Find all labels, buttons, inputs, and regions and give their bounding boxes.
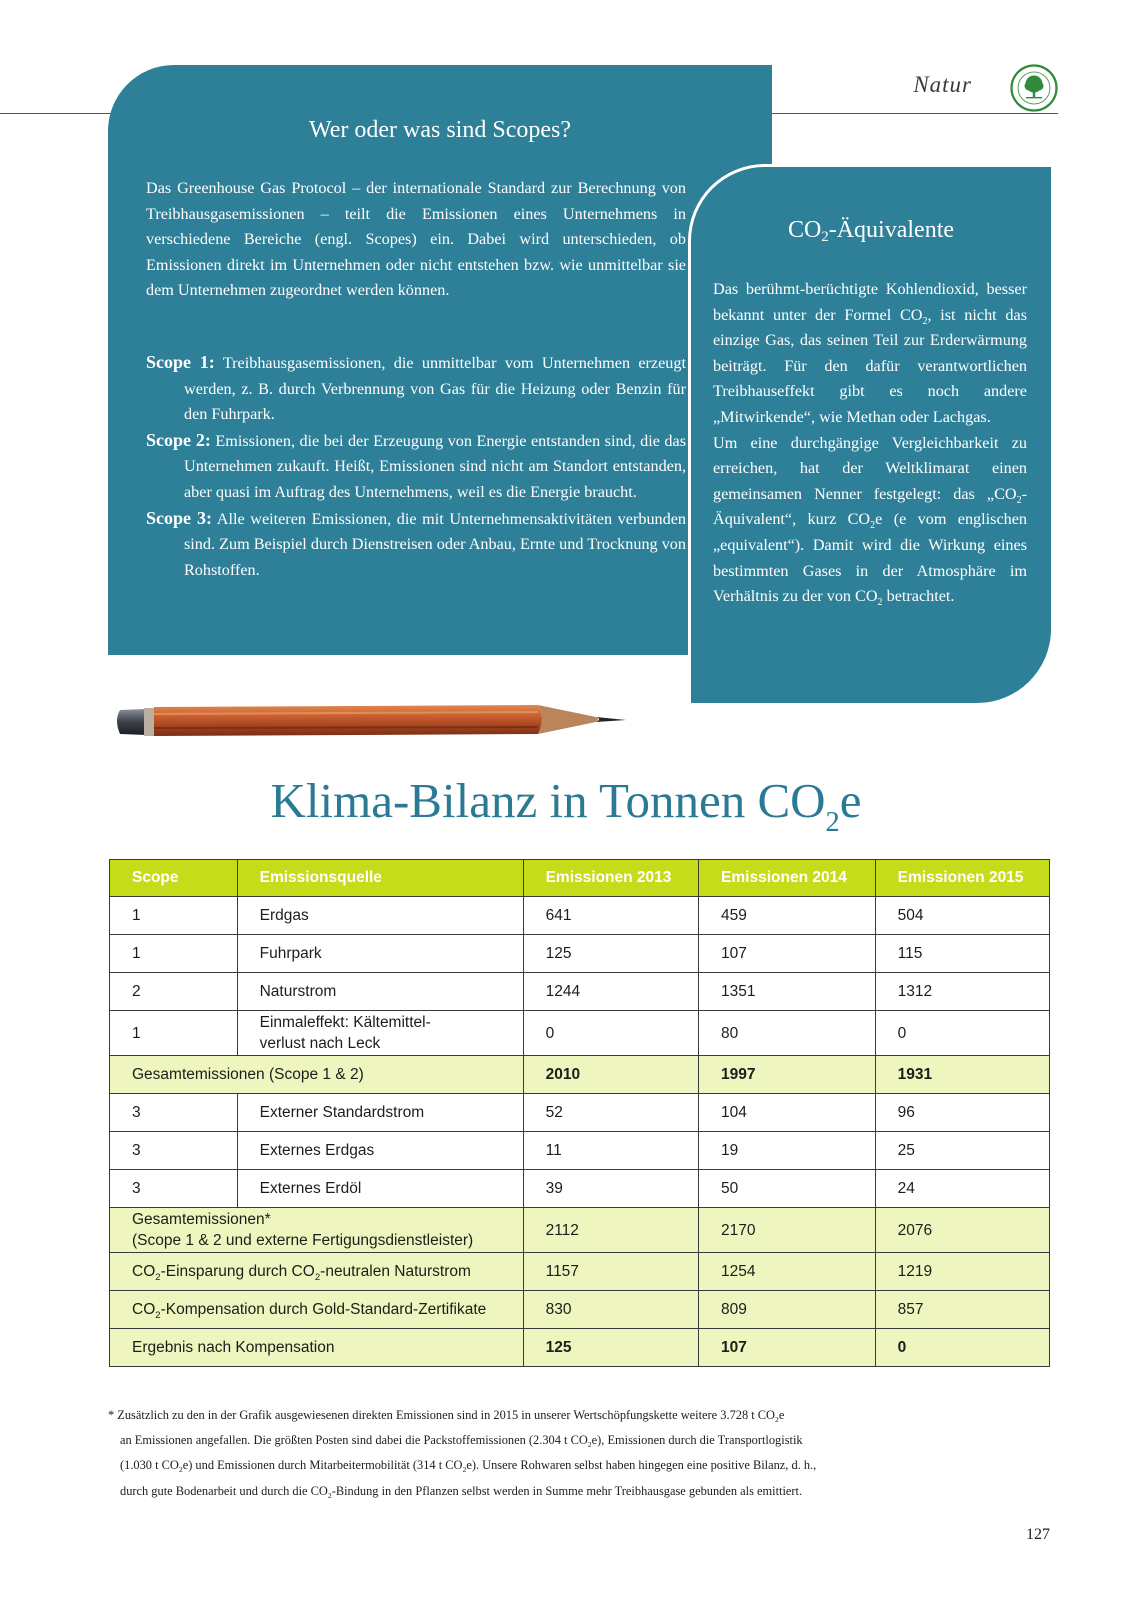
table-row-subtotal — [110, 1056, 1050, 1094]
table-header-row — [110, 860, 1050, 897]
section-label: Natur — [913, 72, 972, 97]
cell-source: Externes Erdöl — [237, 1170, 523, 1208]
cell-source: Fuhrpark — [237, 935, 523, 973]
footnote-line: an Emissionen angefallen. Die größten Posten sind dabei die Packstoffemissionen (2.304 t $CO_2e$), Emissionen durch die Transportlogistik — [120, 1433, 803, 1450]
cell-2015: 1931 — [875, 1056, 1049, 1094]
table-row-savings — [110, 1253, 1050, 1291]
scope-item-1 — [146, 350, 686, 428]
co2-equivalents-box — [691, 167, 1051, 703]
footnote-line: * Zusätzlich zu den in der Grafik ausgewiesenen direkten Emissionen sind in 2015 in unserer Wertschöpfungskette weitere 3.728 t $CO_2e$ — [108, 1408, 785, 1424]
cell-2014: 459 — [699, 897, 876, 935]
scopes-info-box — [108, 65, 772, 655]
cell-2014: 1254 — [699, 1253, 876, 1291]
cell-source: Naturstrom — [237, 973, 523, 1011]
cell-source: Externes Erdgas — [237, 1132, 523, 1170]
cell-2013: 830 — [523, 1291, 698, 1329]
cell-2013: 11 — [523, 1132, 698, 1170]
pencil-illustration-icon — [108, 698, 640, 754]
table-row — [110, 1011, 1050, 1056]
cell-2014: 1351 — [699, 973, 876, 1011]
cell-scope: 3 — [110, 1132, 238, 1170]
main-title: Klima-Bilanz in Tonnen $CO_2e$ — [270, 773, 862, 838]
cell-source: Einmaleffekt: Kältemittel- verlust nach Leck — [237, 1011, 523, 1056]
cell-2015: 1312 — [875, 973, 1049, 1011]
cell-2015: 504 — [875, 897, 1049, 935]
cell-label: $CO_2$-Einsparung durch $CO_2$-neutralen Naturstrom — [110, 1253, 524, 1291]
cell-2013: 52 — [523, 1094, 698, 1132]
scope-label: Scope 3: — [146, 507, 213, 528]
table-row — [110, 1132, 1050, 1170]
footnote-line: (1.030 t $CO_2e$) und Emissionen durch Mitarbeitermobilität (314 t $CO_2e$). Unsere Rohwaren selbst haben hingegen eine positive Bilanz, d. h., — [120, 1458, 817, 1475]
cell-source: Externer Standardstrom — [237, 1094, 523, 1132]
cell-2015: 24 — [875, 1170, 1049, 1208]
cell-2015: 0 — [875, 1329, 1049, 1367]
cell-scope: 2 — [110, 973, 238, 1011]
scope-text: Treibhausgasemissionen, die unmittelbar vom Unternehmen erzeugt werden, z. B. durch Verbrennung von Gas für die Heizung oder Benzin für den Fuhrpark. — [184, 354, 686, 424]
scope-label: Scope 2: — [146, 429, 211, 450]
cell-2013: 125 — [523, 1329, 698, 1367]
cell-scope: 3 — [110, 1170, 238, 1208]
cell-2015: 0 — [875, 1011, 1049, 1056]
cell-scope: 1 — [110, 897, 238, 935]
cell-2015: 96 — [875, 1094, 1049, 1132]
table-row — [110, 1094, 1050, 1132]
cell-2015: 115 — [875, 935, 1049, 973]
cell-2014: 1997 — [699, 1056, 876, 1094]
cell-2015: 857 — [875, 1291, 1049, 1329]
co2-box-title: $CO_2$-Äquivalente — [787, 217, 955, 245]
page-number: 127 — [1026, 1526, 1050, 1543]
footnote-line: durch gute Bodenarbeit und durch die $CO_2$-Bindung in den Pflanzen selbst werden in Summe mehr Treibhausgase gebunden als emittiert. — [120, 1483, 803, 1500]
cell-2014: 104 — [699, 1094, 876, 1132]
scope-label: Scope 1: — [146, 352, 215, 372]
cell-2013: 39 — [523, 1170, 698, 1208]
cell-2014: 107 — [699, 935, 876, 973]
cell-2014: 80 — [699, 1011, 876, 1056]
table-row-compensation — [110, 1291, 1050, 1329]
col-header-2015: Emissionen 2015 — [875, 860, 1049, 897]
emissions-table — [109, 859, 1050, 1367]
table-row — [110, 973, 1050, 1011]
table-row-result — [110, 1329, 1050, 1367]
cell-label: $CO_2$-Kompensation durch Gold-Standard-Zertifikate — [110, 1291, 524, 1329]
col-header-2014: Emissionen 2014 — [699, 860, 876, 897]
cell-2014: 809 — [699, 1291, 876, 1329]
cell-2013: 2112 — [523, 1208, 698, 1253]
cell-2015: 25 — [875, 1132, 1049, 1170]
scope-list — [146, 350, 686, 583]
cell-label: Ergebnis nach Kompensation — [110, 1329, 524, 1367]
scope-item-3 — [146, 506, 686, 584]
cell-2014: 107 — [699, 1329, 876, 1367]
cell-2013: 1157 — [523, 1253, 698, 1291]
cell-2013: 125 — [523, 935, 698, 973]
col-header-source: Emissionsquelle — [237, 860, 523, 897]
col-header-scope: Scope — [110, 860, 238, 897]
table-row — [110, 1170, 1050, 1208]
scope-text: Alle weiteren Emissionen, die mit Unternehmensaktivitäten verbunden sind. Zum Beispiel durch Dienstreisen oder Anbau, Ernte und Trocknung von Rohstoffen. — [184, 509, 686, 579]
cell-2013: 1244 — [523, 973, 698, 1011]
cell-scope: 1 — [110, 935, 238, 973]
cell-source: Erdgas — [237, 897, 523, 935]
cell-2014: 50 — [699, 1170, 876, 1208]
cell-2013: 641 — [523, 897, 698, 935]
cell-2015: 2076 — [875, 1208, 1049, 1253]
cell-label: Gesamtemissionen (Scope 1 & 2) — [110, 1056, 524, 1094]
table-row — [110, 897, 1050, 935]
cell-2014: 2170 — [699, 1208, 876, 1253]
cell-label: Gesamtemissionen* (Scope 1 & 2 und externe Fertigungsdienstleister) — [110, 1208, 524, 1253]
co2-box-body: Das berühmt-berüchtigte Kohlendioxid, besser bekannt unter der Formel $CO_2$, ist nicht das einzige Gas, das seinen Teil zur Erderwärmung beiträgt. Für den dafür verantwortlichen Treibhauseffekt gibt es noch andere „Mitwirkende“, wie Methan oder Lachgas. Um eine durchgängige Vergleichbarkeit zu erreichen, hat der Weltklimarat einen gemeinsamen Nenner festgelegt: das $„CO_2-Äquivalent“$, kurz $CO_2e$ (e vom englischen „equivalent“). Damit wird die Wirkung eines bestimmten Gases in der Atmosphäre im Verhältnis zu der von $CO_2$ betrachtet. — [713, 280, 1027, 609]
col-header-2013: Emissionen 2013 — [523, 860, 698, 897]
footnote — [108, 1403, 1048, 1504]
scope-item-2 — [146, 428, 686, 506]
cell-2013: 0 — [523, 1011, 698, 1056]
cell-scope: 3 — [110, 1094, 238, 1132]
cell-2014: 19 — [699, 1132, 876, 1170]
scope-text: Emissionen, die bei der Erzeugung von Energie entstanden sind, die das Unternehmen zukauft. Heißt, Emissionen sind nicht am Standort entstanden, aber quasi im Auftrag des Unternehmens, weil es die Energie braucht. — [184, 431, 687, 501]
scopes-box-title: Wer oder was sind Scopes? — [309, 117, 571, 143]
cell-scope: 1 — [110, 1011, 238, 1056]
cell-2015: 1219 — [875, 1253, 1049, 1291]
scopes-intro: Das Greenhouse Gas Protocol – der internationale Standard zur Berechnung von Treibhausgasemissionen – teilt die Emissionen eines Unternehmens in verschiedene Bereiche (engl. Scopes) ein. Dabei wird unterschieden, ob Emissionen direkt im Unternehmen oder nicht entstehen bzw. wie unmittelbar sie dem Unternehmen zugeordnet werden können. — [146, 179, 686, 300]
table-row — [110, 935, 1050, 973]
tree-logo-icon — [1010, 64, 1058, 112]
cell-2013: 2010 — [523, 1056, 698, 1094]
table-row-total — [110, 1208, 1050, 1253]
